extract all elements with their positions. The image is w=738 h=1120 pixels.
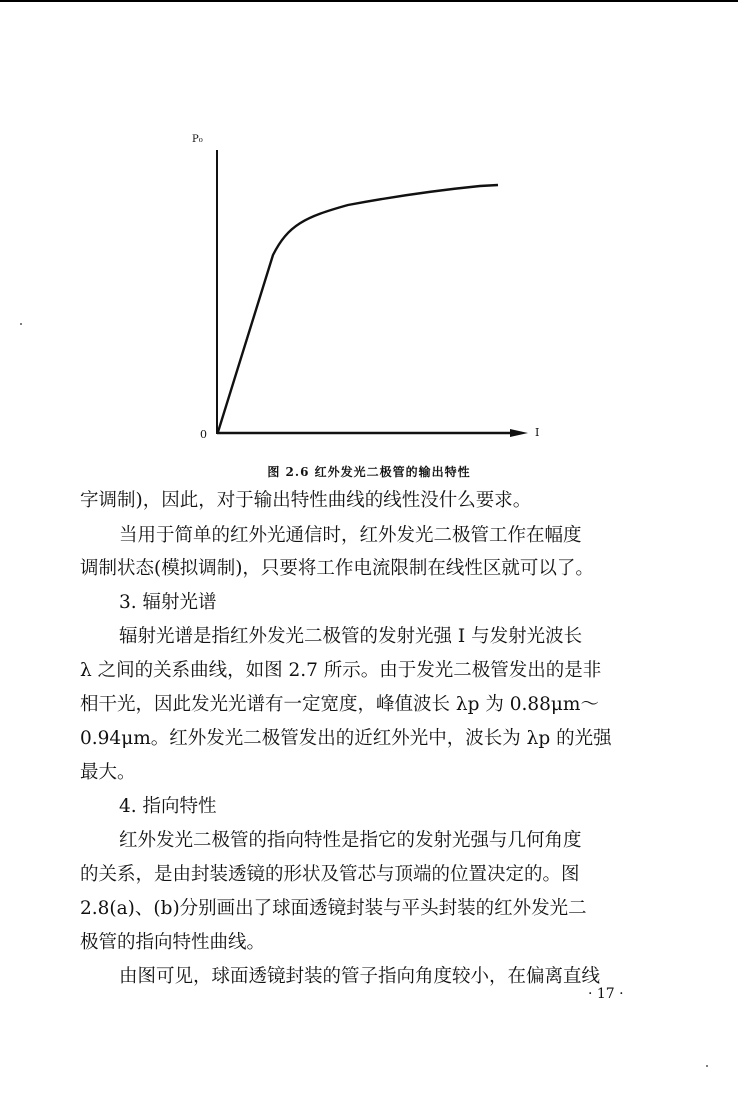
x-axis-arrow [510,429,528,437]
output-characteristic-chart [180,120,560,450]
y-axis-label: P₀ [192,134,203,145]
scan-speck [706,1065,708,1067]
text-line: 最大。 [80,762,136,783]
output-characteristic-figure [180,120,560,465]
scan-speck [20,323,22,325]
x-axis-label: I [535,426,540,439]
figure-caption: 图 2.6 红外发光二极管的输出特性 [267,465,471,479]
text-line: 0.94μm。红外发光二极管发出的近红外光中，波长为 λp 的光强 [80,728,612,749]
page-number: · 17 · [588,986,624,1002]
text-line: 的关系，是由封装透镜的形状及管芯与顶端的位置决定的。图 [80,864,580,885]
text-line: λ 之间的关系曲线，如图 2.7 所示。由于发光二极管发出的是非 [80,660,602,681]
top-border-line [0,0,738,2]
text-line: 2.8(a)、(b)分别画出了球面透镜封装与平头封装的红外发光二 [80,898,587,919]
text-line: 字调制)，因此，对于输出特性曲线的线性没什么要求。 [80,490,532,511]
text-line: 相干光，因此发光光谱有一定宽度，峰值波长 λp 为 0.88μm～ [80,694,599,715]
text-line: 当用于简单的红外光通信时，红外发光二极管工作在幅度 [119,525,582,546]
origin-label: 0 [200,428,207,441]
text-line: 由图可见，球面透镜封装的管子指向角度较小，在偏离直线 [119,966,601,987]
text-line: 调制状态(模拟调制)，只要将工作电流限制在线性区就可以了。 [80,558,594,579]
text-line: 极管的指向特性曲线。 [80,932,266,953]
text-line: 辐射光谱是指红外发光二极管的发射光强 I 与发射光波长 [119,626,583,647]
section-heading: 3. 辐射光谱 [119,592,217,613]
section-heading: 4. 指向特性 [119,796,217,817]
output-curve [218,185,498,432]
text-line: 红外发光二极管的指向特性是指它的发射光强与几何角度 [119,830,582,851]
